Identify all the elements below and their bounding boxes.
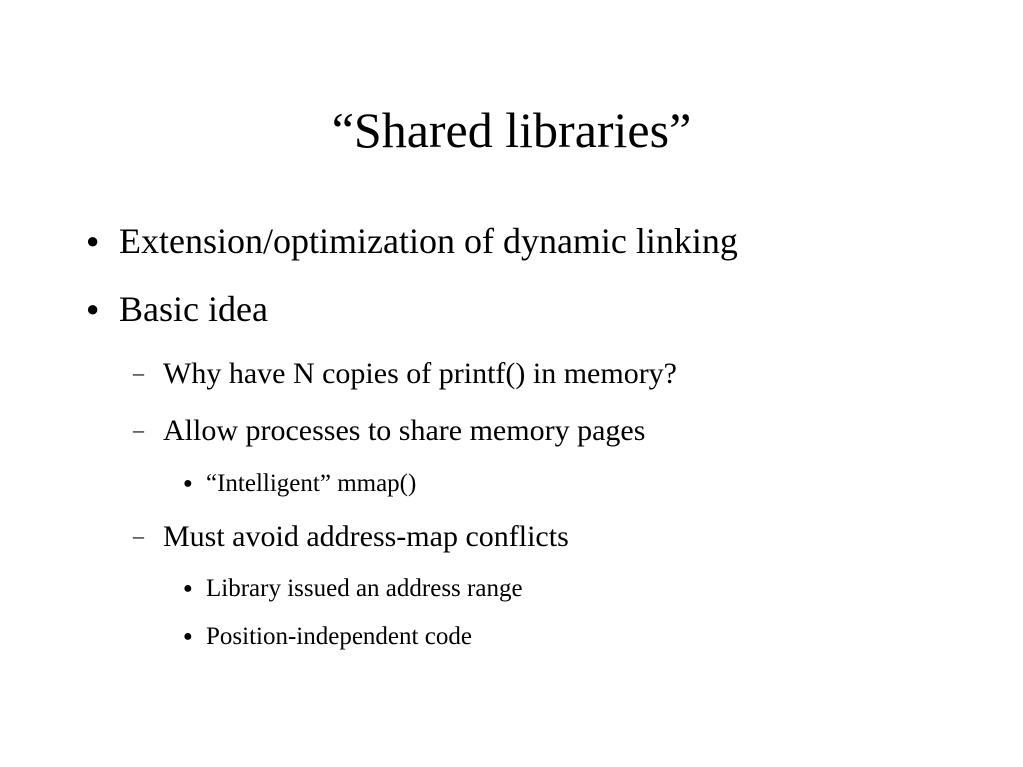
slide-title: “Shared libraries” (331, 102, 692, 158)
sub-sub-bullet-text: Library issued an address range (206, 575, 523, 602)
bullet-text: Extension/optimization of dynamic linking (119, 221, 738, 261)
bullet-text: Basic idea (119, 289, 268, 329)
sub-bullet-text: Why have N copies of printf() in memory? (163, 357, 677, 390)
small-bullet-marker-icon: ● (183, 628, 193, 645)
sub-bullet-text: Allow processes to share memory pages (163, 414, 646, 447)
small-bullet-marker-icon: ● (183, 580, 193, 597)
small-bullet-marker-icon: ● (183, 475, 193, 492)
sub-sub-bullet-text: Position-independent code (206, 623, 472, 650)
bullet-marker-icon: ● (86, 228, 100, 253)
bullet-marker-icon: ● (86, 296, 100, 321)
dash-marker-icon: – (133, 360, 144, 385)
dash-marker-icon: – (133, 523, 144, 548)
dash-marker-icon: – (133, 417, 144, 442)
sub-sub-bullet-text: “Intelligent” mmap() (206, 470, 417, 497)
sub-bullet-text: Must avoid address-map conflicts (163, 520, 569, 553)
